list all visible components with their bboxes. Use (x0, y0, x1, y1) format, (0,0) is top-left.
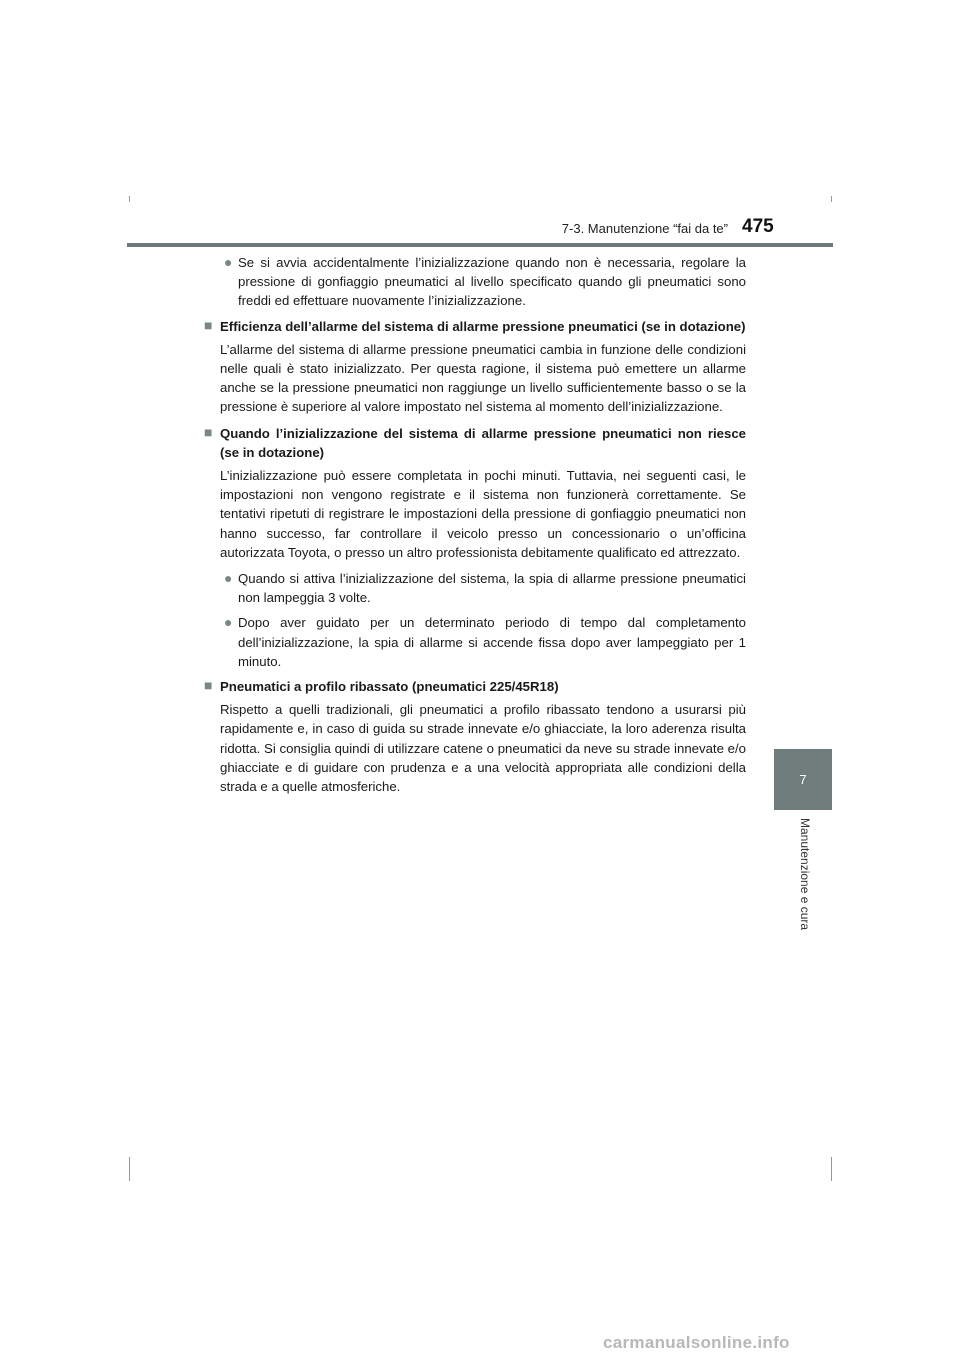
section-title: ■ Efficienza dell’allarme del sistema di allarme pressione pneumatici (se in dotazione) (204, 316, 746, 334)
crop-mark (129, 1157, 130, 1181)
bullet-text: Dopo aver guidato per un determinato periodo di tempo dal completamento dell’inizializzazione, la spia di allarme si accende fissa dopo aver lampeggiato per 1 minuto. (238, 615, 746, 669)
section-body: L’inizializzazione può essere completata in pochi minuti. Tuttavia, nei seguenti casi, le impostazioni non vengono registrate e il sistema non funzionerà correttamente. Se tentativi ripetuti di registrare le impostazioni della pressione di gonfiaggio pneumatici non hanno successo, far controllare il veicolo presso un concessionario o un’officina autorizzata Toyota, o presso un altro professionista debitamente qualificato ed attrezzato. (220, 468, 746, 560)
bullet-list (204, 569, 746, 671)
chapter-tab (774, 749, 832, 810)
crop-mark (129, 196, 130, 202)
bullet-item (204, 613, 746, 671)
bullet-text: Quando si attiva l’inizializzazione del sistema, la spia di allarme pressione pneumatici non lampeggia 3 volte. (238, 571, 746, 606)
bullet-dot-icon: ● (224, 254, 233, 270)
bullet-item (204, 253, 746, 311)
square-bullet-icon: ■ (204, 677, 213, 694)
page-number: 475 (742, 216, 774, 237)
crop-mark (831, 196, 832, 202)
chapter-title: Manutenzione e cura (798, 818, 812, 931)
bullet-dot-icon: ● (224, 570, 233, 587)
header-divider (127, 243, 833, 247)
section-title: ■ Pneumatici a profilo ribassato (pneumatici 225/45R18) (204, 677, 559, 695)
section-title: ■ Quando l’inizializzazione del sistema di allarme pressione pneumatici non riesce (se in dotazione) (204, 423, 746, 460)
section-body: Rispetto a quelli tradizionali, gli pneumatici a profilo ribassato tendono a usurarsi più rapidamente e, in caso di guida su strade innevate e/o ghiacciate, la loro aderenza risulta ridotta. Si consiglia quindi di utilizzare catene o pneumatici da neve su strade innevate e/o ghiacciate e di guidare con prudenza e a una velocità appropriata alle condizioni della strada e a quelle atmosferiche. (220, 702, 746, 795)
square-bullet-icon: ■ (204, 316, 213, 333)
chapter-number: 7 (799, 772, 807, 787)
page-content (204, 253, 746, 803)
square-bullet-icon: ■ (204, 423, 213, 440)
watermark-text: carmanualsonline.info (603, 1333, 790, 1352)
bullet-dot-icon: ● (224, 614, 233, 631)
bullet-item (204, 569, 746, 607)
crop-mark (831, 1157, 832, 1181)
bullet-text: Se si avvia accidentalmente l’inizializzazione quando non è necessaria, regolare la pressione di gonfiaggio pneumatici al livello specificato quando gli pneumatici sono freddi ed effettuare nuovamente l’inizializzazione. (238, 255, 746, 309)
section-body: L’allarme del sistema di allarme pressione pneumatici cambia in funzione delle condizioni nelle quali è stato inizializzato. Per questa ragione, il sistema può emettere un allarme anche se la pressione pneumatici non raggiunge un livello sufficientemente basso o se la pressione è superiore al valore impostato nel sistema al momento dell’inizializzazione. (220, 341, 746, 415)
section-heading: 7-3. Manutenzione “fai da te” (561, 221, 728, 236)
